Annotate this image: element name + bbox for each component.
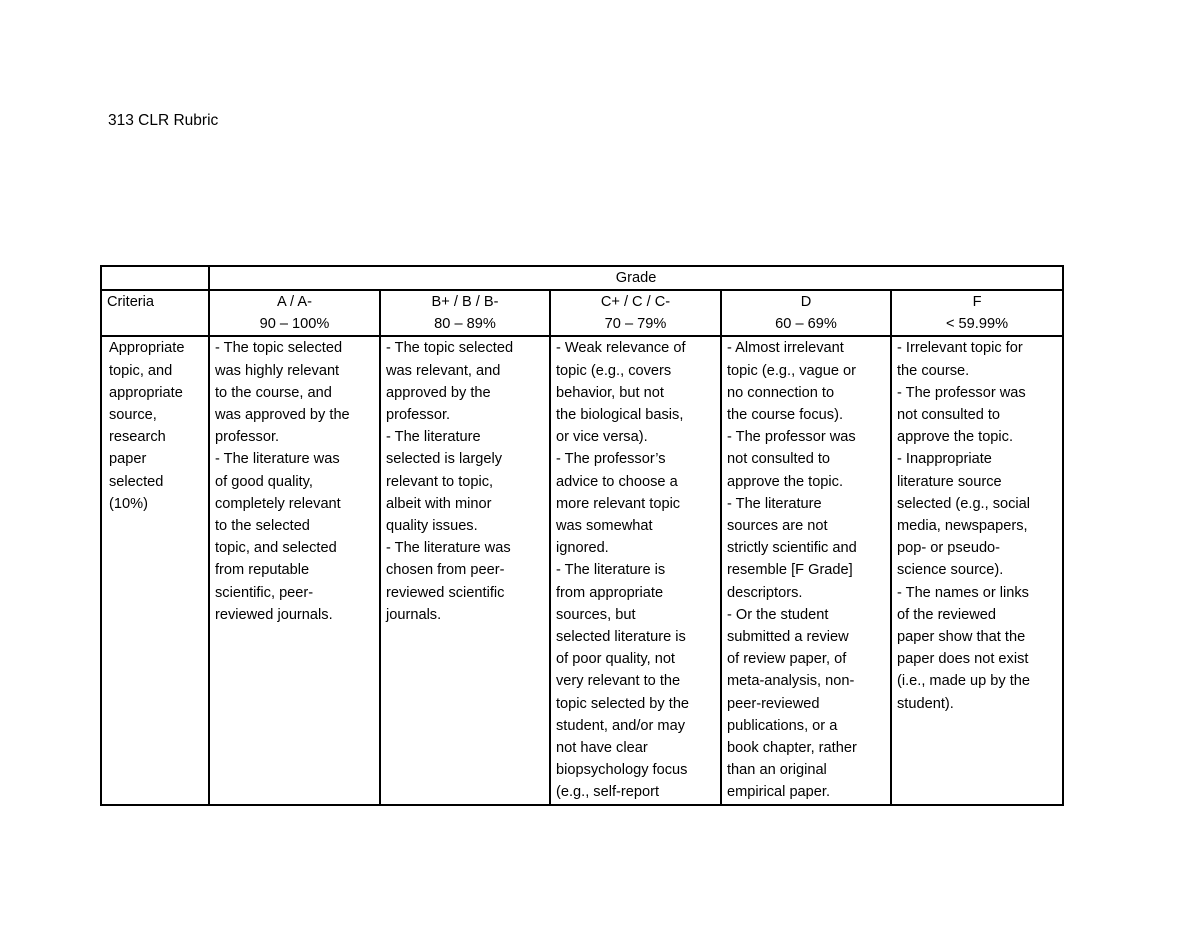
cell-text-line: was somewhat: [556, 518, 653, 535]
empty-corner-cell: [101, 266, 209, 290]
cell-text-line: - The literature was: [215, 451, 340, 468]
descriptor-cell-d: [721, 336, 891, 804]
cell-text-line: professor.: [215, 429, 280, 446]
grade-letters: A / A-: [277, 294, 312, 310]
grade-range: 90 – 100%: [259, 316, 330, 333]
cell-text-line: - The professor was: [897, 384, 1026, 401]
cell-text-line: empirical paper.: [727, 784, 831, 801]
cell-text-line: albeit with minor: [386, 495, 492, 512]
cell-text-line: appropriate: [109, 384, 183, 401]
cell-text-line: of review paper, of: [727, 651, 847, 668]
cell-text-line: - The literature: [386, 429, 481, 446]
cell-text-line: biopsychology focus: [556, 762, 688, 779]
cell-text-line: media, newspapers,: [897, 518, 1028, 535]
rubric-table: [100, 265, 1064, 806]
cell-text-line: - The professor was: [727, 429, 856, 446]
cell-text-line: paper show that the: [897, 629, 1026, 646]
grade-level-a: [209, 290, 380, 336]
cell-text-line: topic, and selected: [215, 540, 337, 557]
cell-text-line: - Inappropriate: [897, 451, 992, 468]
cell-text-line: peer-reviewed: [727, 695, 820, 712]
cell-text-line: sources are not: [727, 518, 828, 535]
cell-text-line: - The literature is: [556, 562, 666, 579]
cell-text-line: approved by the: [386, 384, 491, 401]
cell-text-line: topic, and: [109, 362, 173, 379]
grade-header-row: [101, 266, 1063, 290]
cell-text-line: literature source: [897, 473, 1002, 490]
cell-text-line: journals.: [386, 606, 442, 623]
grade-letters: C+ / C / C-: [600, 294, 671, 310]
cell-text-line: research: [109, 429, 166, 446]
cell-text-line: - The professor’s: [556, 451, 666, 468]
cell-text-line: was highly relevant: [215, 362, 340, 379]
criterion-name-cell: [101, 336, 209, 804]
grade-level-b: [380, 290, 550, 336]
cell-text-line: quality issues.: [386, 518, 478, 535]
grade-level-c: [550, 290, 721, 336]
grade-range: 70 – 79%: [604, 316, 667, 333]
cell-text-line: sources, but: [556, 606, 636, 623]
grade-levels-row: [101, 290, 1063, 336]
cell-text-line: of the reviewed: [897, 606, 996, 623]
cell-text-line: from reputable: [215, 562, 310, 579]
cell-text-line: completely relevant: [215, 495, 341, 512]
cell-text-line: selected: [109, 473, 164, 490]
cell-text-line: behavior, but not: [556, 384, 664, 401]
cell-text-line: (e.g., self-report: [556, 784, 660, 801]
cell-text-line: to the selected: [215, 518, 310, 535]
cell-text-line: of good quality,: [215, 473, 313, 490]
cell-text-line: publications, or a: [727, 717, 838, 734]
cell-text-line: science source).: [897, 562, 1004, 579]
grade-letters: B+ / B / B-: [431, 294, 499, 310]
grade-letters: D: [800, 294, 812, 310]
cell-text-line: - The literature: [727, 495, 822, 512]
cell-text-line: advice to choose a: [556, 473, 678, 490]
cell-text-line: - The topic selected: [386, 340, 514, 357]
cell-text-line: topic (e.g., vague or: [727, 362, 856, 379]
grade-level-f: [891, 290, 1063, 336]
cell-text-line: than an original: [727, 762, 827, 779]
cell-text-line: reviewed journals.: [215, 606, 333, 623]
cell-text-line: approve the topic.: [897, 429, 1014, 446]
cell-text-line: student, and/or may: [556, 717, 685, 734]
grade-range: 80 – 89%: [434, 316, 496, 333]
cell-text-line: relevant to topic,: [386, 473, 494, 490]
descriptor-cell-c: [550, 336, 721, 804]
cell-text-line: ignored.: [556, 540, 609, 557]
cell-text-line: the course focus).: [727, 407, 843, 424]
cell-text-line: descriptors.: [727, 584, 803, 601]
cell-text-line: Appropriate: [109, 340, 185, 357]
cell-text-line: - The topic selected: [215, 340, 343, 357]
descriptor-cell-b: [380, 336, 550, 804]
cell-text-line: book chapter, rather: [727, 740, 857, 757]
cell-text-line: - Almost irrelevant: [727, 340, 844, 357]
grade-header: Grade: [209, 266, 1063, 290]
cell-text-line: the biological basis,: [556, 407, 684, 424]
cell-text-line: meta-analysis, non-: [727, 673, 855, 690]
cell-text-line: topic selected by the: [556, 695, 690, 712]
cell-text-line: selected literature is: [556, 629, 686, 646]
cell-text-line: to the course, and: [215, 384, 332, 401]
cell-text-line: (i.e., made up by the: [897, 673, 1031, 690]
descriptor-cell-f: [891, 336, 1063, 804]
grade-range: < 59.99%: [945, 316, 1009, 333]
cell-text-line: selected is largely: [386, 451, 502, 468]
cell-text-line: submitted a review: [727, 629, 849, 646]
cell-text-line: - Irrelevant topic for: [897, 340, 1023, 357]
document-title: 313 CLR Rubric: [108, 112, 219, 129]
cell-text-line: pop- or pseudo-: [897, 540, 1001, 557]
cell-text-line: more relevant topic: [556, 495, 681, 512]
descriptor-cell-a: [209, 336, 380, 804]
cell-text-line: or vice versa).: [556, 429, 648, 446]
cell-text-line: very relevant to the: [556, 673, 681, 690]
cell-text-line: not have clear: [556, 740, 648, 757]
cell-text-line: resemble [F Grade]: [727, 562, 853, 579]
cell-text-line: professor.: [386, 407, 451, 424]
cell-text-line: approve the topic.: [727, 473, 844, 490]
cell-text-line: not consulted to: [897, 407, 1001, 424]
cell-text-line: topic (e.g., covers: [556, 362, 672, 379]
cell-text-line: - Weak relevance of: [556, 340, 686, 357]
cell-text-line: paper does not exist: [897, 651, 1029, 668]
cell-text-line: source,: [109, 407, 157, 424]
cell-text-line: chosen from peer-: [386, 562, 505, 579]
cell-text-line: not consulted to: [727, 451, 831, 468]
cell-text-line: reviewed scientific: [386, 584, 505, 601]
cell-text-line: the course.: [897, 362, 970, 379]
cell-text-line: - The names or links: [897, 584, 1029, 601]
cell-text-line: paper: [109, 451, 147, 468]
grade-letters: F: [972, 294, 982, 310]
criteria-header: Criteria: [101, 290, 209, 336]
criterion-row: [101, 336, 1063, 804]
cell-text-line: scientific, peer-: [215, 584, 314, 601]
cell-text-line: was relevant, and: [386, 362, 501, 379]
cell-text-line: of poor quality, not: [556, 651, 675, 668]
grade-level-d: [721, 290, 891, 336]
cell-text-line: no connection to: [727, 384, 835, 401]
cell-text-line: - Or the student: [727, 606, 829, 623]
cell-text-line: from appropriate: [556, 584, 664, 601]
cell-text-line: was approved by the: [215, 407, 350, 424]
cell-text-line: selected (e.g., social: [897, 495, 1031, 512]
cell-text-line: - The literature was: [386, 540, 511, 557]
cell-text-line: student).: [897, 695, 954, 712]
grade-range: 60 – 69%: [775, 316, 837, 333]
cell-text-line: strictly scientific and: [727, 540, 857, 557]
cell-text-line: (10%): [109, 495, 148, 512]
